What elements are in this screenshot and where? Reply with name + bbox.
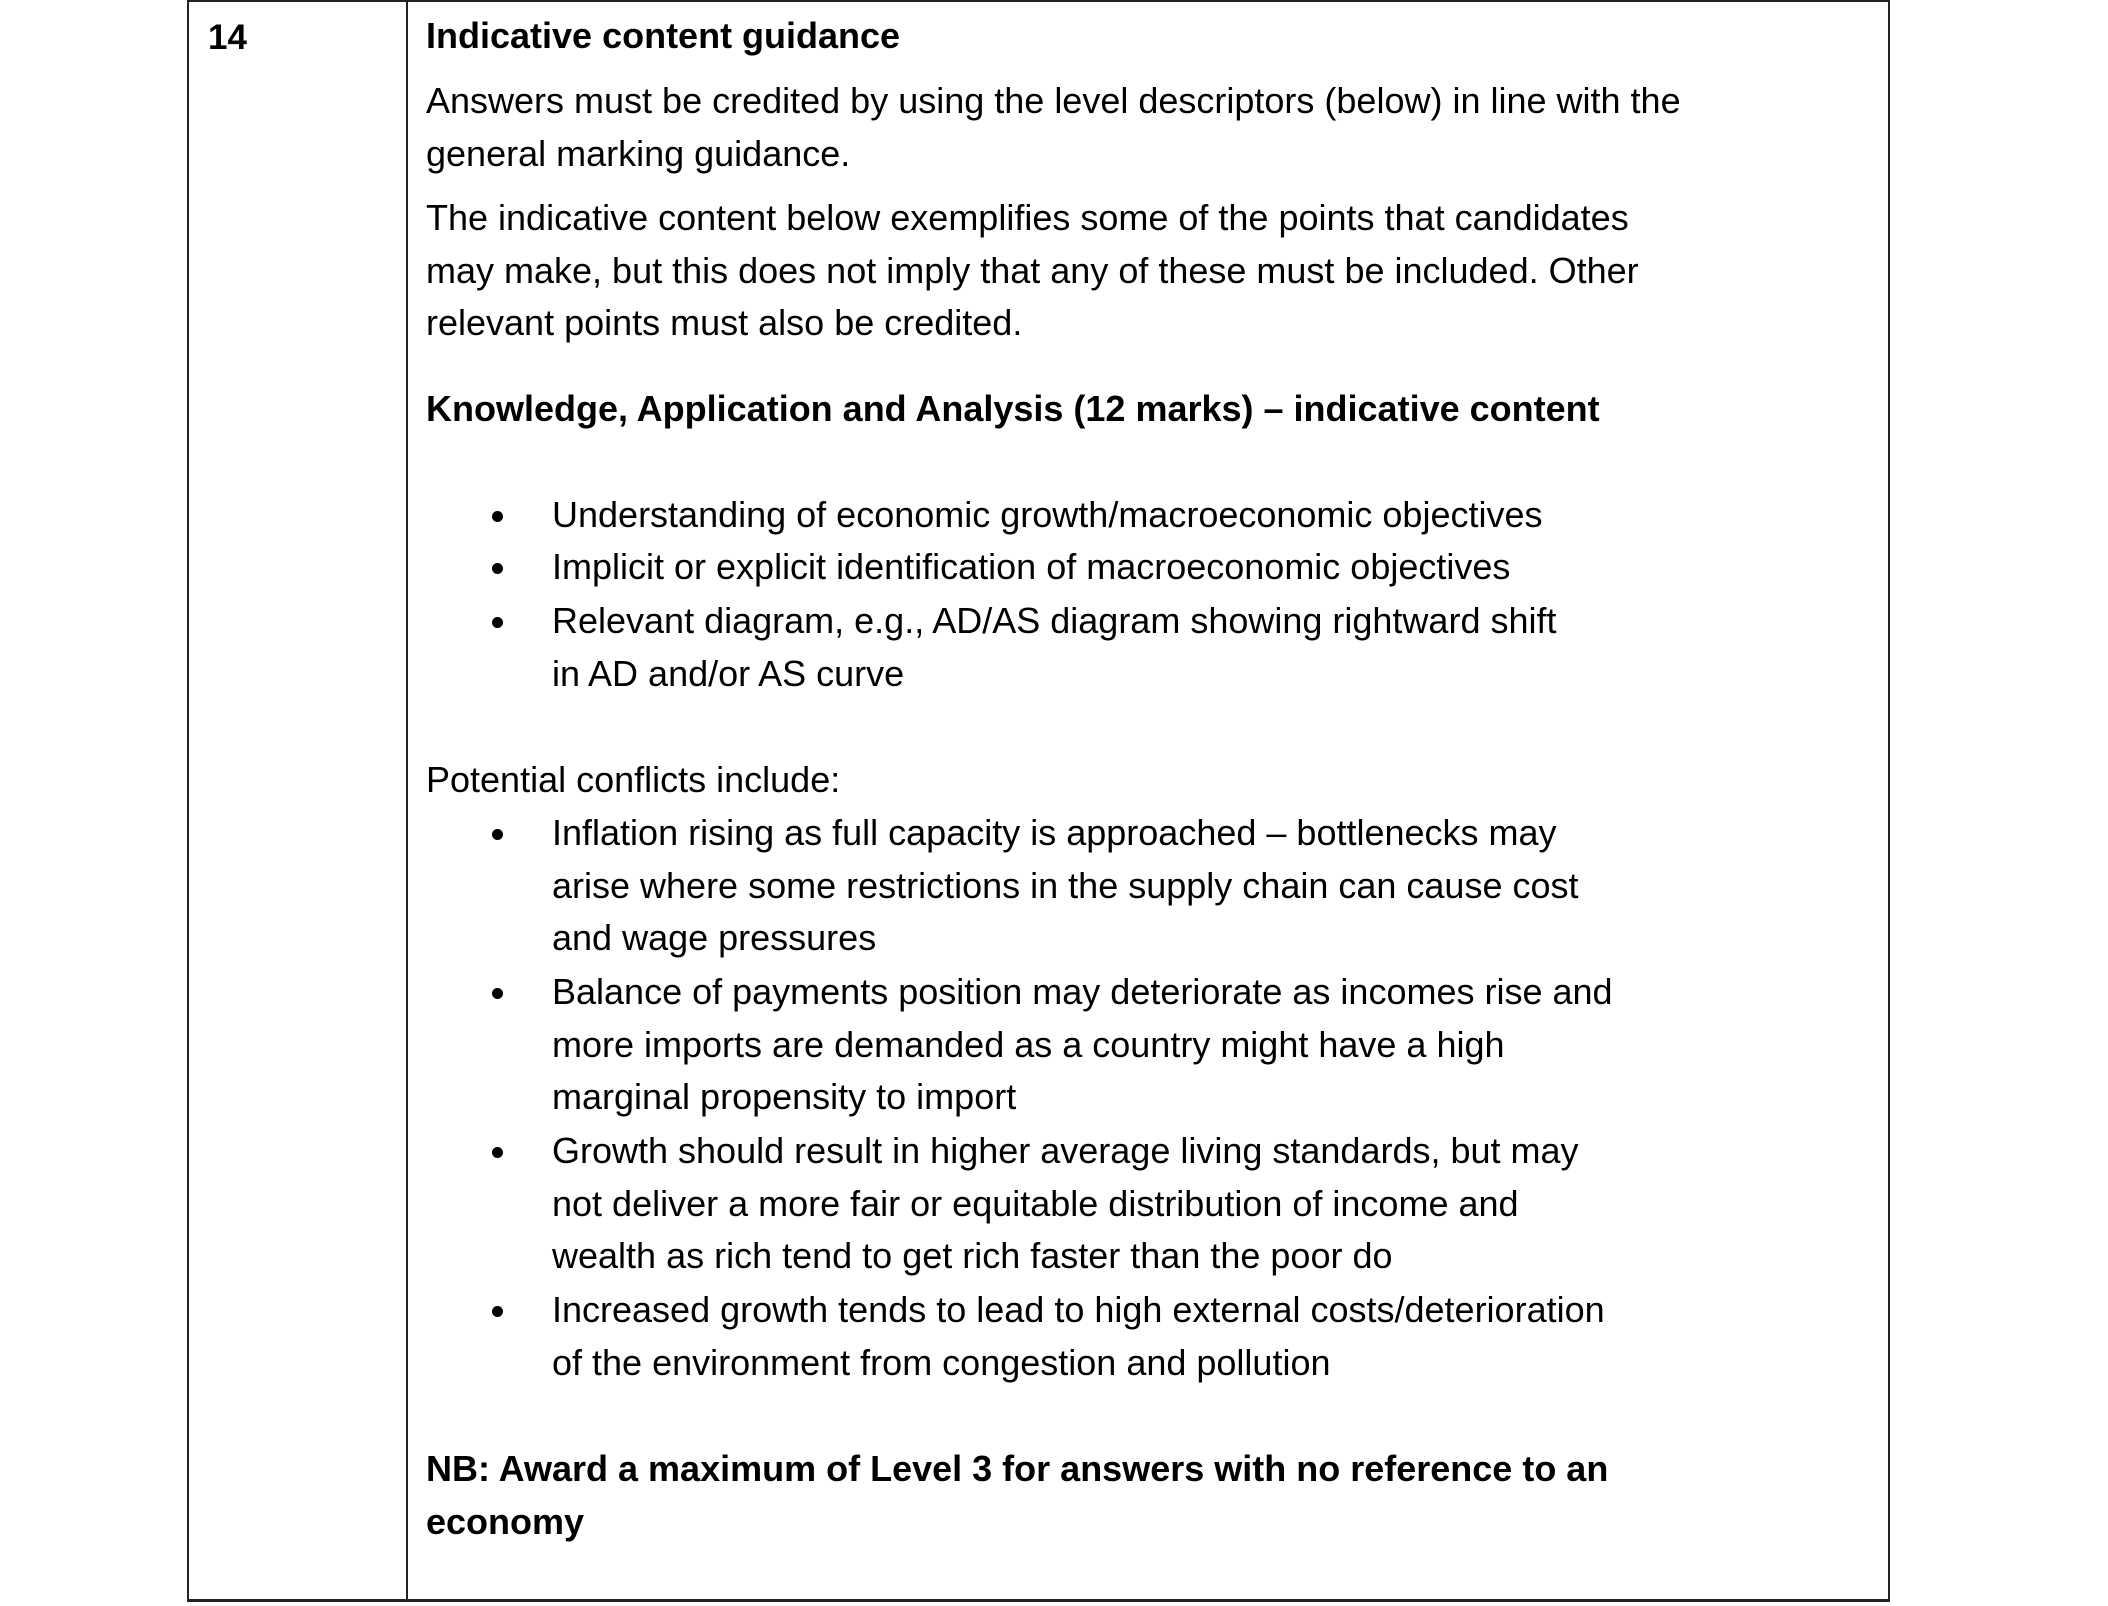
text-line: Answers must be credited by using the level descriptors (below) in line with the bbox=[426, 80, 1681, 121]
nb-note bbox=[426, 1443, 1608, 1548]
paragraph-indicative bbox=[426, 192, 1639, 350]
section-heading: Knowledge, Application and Analysis (12 marks) – indicative content bbox=[426, 388, 1600, 429]
bullet-icon bbox=[492, 988, 503, 999]
text-line: Relevant diagram, e.g., AD/AS diagram showing rightward shift bbox=[552, 600, 1557, 641]
text-line: and wage pressures bbox=[552, 917, 877, 959]
text-line: arise where some restrictions in the supply chain can cause cost bbox=[552, 864, 1579, 906]
bullet-icon bbox=[492, 829, 503, 840]
text-line: Understanding of economic growth/macroeconomic objectives bbox=[552, 494, 1543, 535]
text-line: not deliver a more fair or equitable distribution of income and bbox=[552, 1182, 1519, 1224]
heading: Indicative content guidance bbox=[426, 15, 901, 56]
text-line: economy bbox=[426, 1500, 585, 1542]
question-number: 14 bbox=[208, 18, 247, 57]
text-line: Inflation rising as full capacity is approached – bottlenecks may bbox=[552, 812, 1557, 853]
text-line: of the environment from congestion and pollution bbox=[552, 1341, 1331, 1383]
text-line: in AD and/or AS curve bbox=[552, 652, 905, 694]
text-line: more imports are demanded as a country might have a high bbox=[552, 1023, 1505, 1065]
bullet-icon bbox=[492, 617, 503, 628]
text-line: Growth should result in higher average living standards, but may bbox=[552, 1130, 1579, 1171]
list-item bbox=[426, 966, 1613, 1124]
text-line: may make, but this does not imply that any of these must be included. Other bbox=[426, 249, 1639, 291]
list-item bbox=[426, 1284, 1605, 1389]
text-line: wealth as rich tend to get rich faster than the poor do bbox=[552, 1235, 1393, 1277]
text-line: The indicative content below exemplifies some of the points that candidates bbox=[426, 197, 1629, 238]
text-line: Balance of payments position may deteriorate as incomes rise and bbox=[552, 971, 1613, 1012]
bullet-icon bbox=[492, 563, 503, 574]
text-line: Increased growth tends to lead to high external costs/deterioration bbox=[552, 1289, 1605, 1330]
list-item bbox=[426, 489, 1543, 542]
text-line: marginal propensity to import bbox=[552, 1076, 1017, 1118]
bullet-icon bbox=[492, 1147, 503, 1158]
text-line: Implicit or explicit identification of macroeconomic objectives bbox=[552, 546, 1511, 587]
bullet-icon bbox=[492, 1306, 503, 1317]
text-line: relevant points must also be credited. bbox=[426, 302, 1023, 344]
text-line: NB: Award a maximum of Level 3 for answers with no reference to an bbox=[426, 1448, 1609, 1489]
list-item bbox=[426, 541, 1510, 594]
list-item bbox=[426, 807, 1579, 965]
column-divider bbox=[406, 0, 408, 1602]
paragraph-credit bbox=[426, 75, 1681, 180]
bullet-icon bbox=[492, 511, 503, 522]
conflicts-label: Potential conflicts include: bbox=[426, 759, 841, 800]
list-item bbox=[426, 595, 1556, 700]
text-line: general marking guidance. bbox=[426, 132, 851, 174]
list-item bbox=[426, 1125, 1579, 1283]
